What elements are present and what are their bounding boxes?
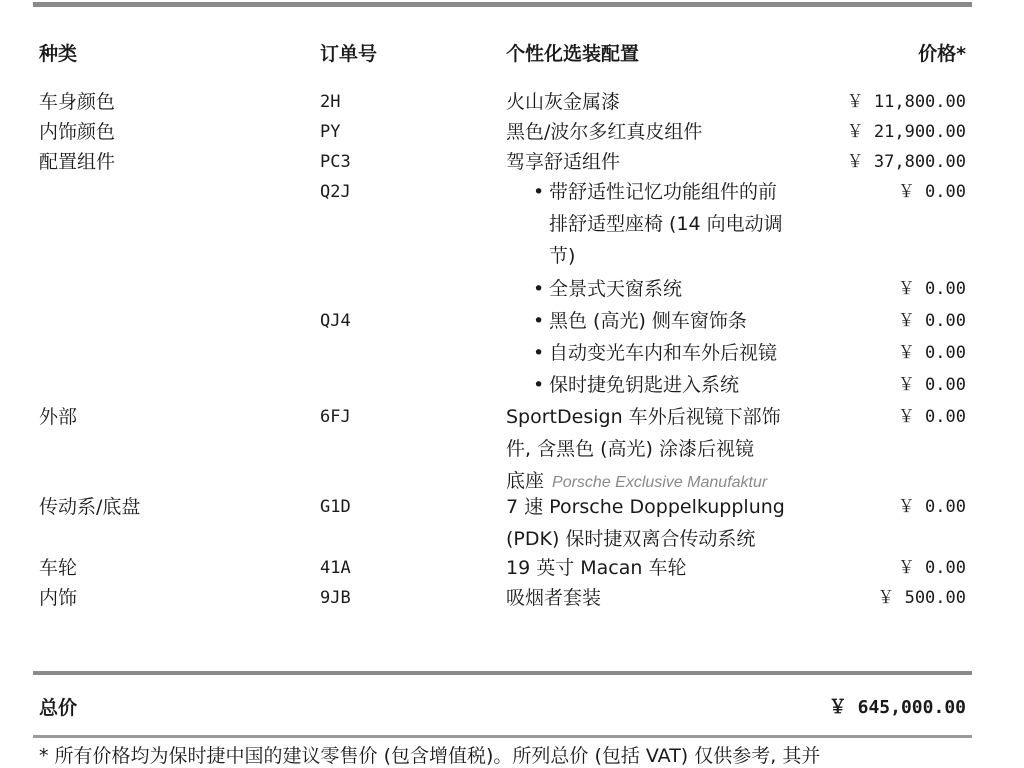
- bullet-icon: •: [533, 310, 545, 332]
- row-description-text: 节): [549, 245, 576, 267]
- row-order-code: PC3: [320, 152, 351, 172]
- row-description-text: 带舒适性记忆功能组件的前: [549, 181, 778, 203]
- row-order-code: 2H: [320, 92, 341, 112]
- row-order-code: QJ4: [320, 311, 351, 331]
- row-description-line: [533, 273, 682, 305]
- header-price: 价格*: [918, 43, 966, 65]
- row-price: ￥ 0.00: [897, 182, 966, 202]
- header-configuration: 个性化选装配置: [506, 43, 640, 65]
- row-price: ￥ 0.00: [897, 311, 966, 331]
- row-description-line: [506, 582, 601, 614]
- row-description-text: (PDK) 保时捷双离合传动系统: [506, 528, 756, 550]
- row-price: ￥ 0.00: [897, 279, 966, 299]
- row-description-text: SportDesign 车外后视镜下部饰: [506, 406, 781, 428]
- row-price: ￥ 0.00: [897, 497, 966, 517]
- row-description-text: 火山灰金属漆: [506, 91, 621, 113]
- row-description-text: 黑色/波尔多红真皮组件: [506, 121, 703, 143]
- row-category: 车身颜色: [39, 91, 116, 113]
- row-price: ￥ 0.00: [897, 558, 966, 578]
- row-description-line: [506, 116, 702, 148]
- row-description-line: [506, 86, 620, 118]
- bullet-icon: •: [533, 342, 545, 364]
- bullet-icon: •: [533, 181, 545, 203]
- row-description-text: 自动变光车内和车外后视镜: [549, 342, 778, 364]
- row-order-code: 9JB: [320, 588, 351, 608]
- row-order-code: 6FJ: [320, 407, 351, 427]
- row-price: ￥ 37,800.00: [846, 152, 966, 172]
- row-price: ￥ 21,900.00: [846, 122, 966, 142]
- top-divider: [33, 2, 972, 7]
- row-price: ￥ 0.00: [897, 375, 966, 395]
- header-order-number: 订单号: [320, 43, 378, 65]
- row-price: ￥ 0.00: [897, 407, 966, 427]
- row-description-line: [533, 369, 739, 401]
- footnote-divider: [33, 735, 972, 738]
- row-order-code: Q2J: [320, 182, 351, 202]
- row-description-line: [533, 208, 783, 240]
- row-category: 配置组件: [39, 151, 116, 173]
- row-category: 车轮: [39, 557, 78, 579]
- row-description-text: 黑色 (高光) 侧车窗饰条: [549, 310, 747, 332]
- row-order-code: 41A: [320, 558, 351, 578]
- row-description-text: 排舒适型座椅 (14 向电动调: [549, 213, 783, 235]
- row-description-line: [533, 240, 575, 272]
- row-description-text: 保时捷免钥匙进入系统: [549, 374, 740, 396]
- row-description-line: [506, 433, 754, 465]
- total-label: 总价: [39, 697, 78, 719]
- bullet-icon: •: [533, 278, 545, 300]
- row-description-text: 全景式天窗系统: [549, 278, 683, 300]
- row-price: ￥ 11,800.00: [846, 92, 966, 112]
- row-description-text: 底座: [506, 470, 545, 492]
- row-description-line: [506, 491, 785, 523]
- total-divider: [33, 671, 972, 675]
- row-description-line: [506, 552, 686, 584]
- row-description-text: 件, 含黑色 (高光) 涂漆后视镜: [506, 438, 754, 460]
- row-price: ￥ 0.00: [897, 343, 966, 363]
- row-description-line: [533, 337, 777, 369]
- header-category: 种类: [39, 43, 78, 65]
- row-description-line: [506, 401, 781, 433]
- row-price: ￥ 500.00: [877, 588, 966, 608]
- row-description-line: [506, 523, 755, 555]
- row-category: 外部: [39, 406, 78, 428]
- row-description-line: [533, 176, 777, 208]
- price-footnote: * 所有价格均为保时捷中国的建议零售价 (包含增值税)。所列总价 (包括 VAT) 仅供参考, 其并: [39, 745, 821, 767]
- total-price: ￥ 645,000.00: [828, 697, 966, 718]
- row-description-line: [533, 305, 747, 337]
- bullet-icon: •: [533, 374, 545, 396]
- row-description-line: [506, 146, 620, 178]
- row-category: 内饰: [39, 587, 78, 609]
- row-description-text: 驾享舒适组件: [506, 151, 621, 173]
- row-description-text: 7 速 Porsche Doppelkupplung: [506, 496, 785, 518]
- row-description-text: 吸烟者套装: [506, 587, 602, 609]
- row-description-text: 19 英寸 Macan 车轮: [506, 557, 687, 579]
- row-order-code: PY: [320, 122, 341, 142]
- row-order-code: G1D: [320, 497, 351, 517]
- row-category: 内饰颜色: [39, 121, 116, 143]
- row-category: 传动系/底盘: [39, 496, 141, 518]
- row-subtitle: Porsche Exclusive Manufaktur: [552, 474, 768, 491]
